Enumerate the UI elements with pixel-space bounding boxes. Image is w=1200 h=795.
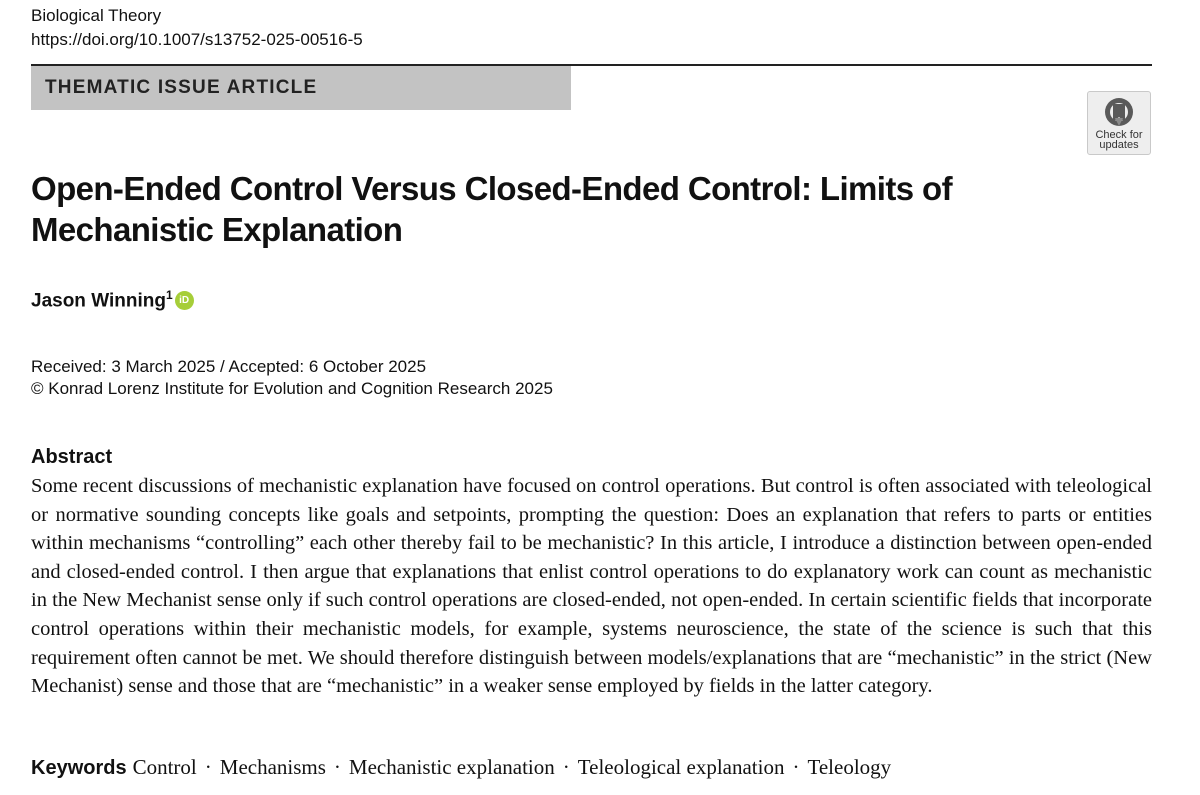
- check-for-updates-button[interactable]: [1087, 91, 1151, 155]
- keyword-item[interactable]: Control: [132, 755, 197, 779]
- crossmark-label: Check for updates: [1095, 129, 1143, 151]
- keyword-separator: ·: [792, 755, 800, 779]
- keywords-label: Keywords: [31, 757, 127, 779]
- doi-link[interactable]: https://doi.org/10.1007/s13752-025-00516-5: [31, 30, 363, 49]
- author-name[interactable]: Jason Winning: [31, 290, 166, 312]
- keyword-item[interactable]: Teleological explanation: [577, 755, 785, 779]
- abstract-text: Some recent discussions of mechanistic explanation have focused on control operations. But control is often associated with teleological or normative sounding concepts like goals and setpoints, prompting the question: Does an explanation that refers to parts or entities within mechanisms “controlling” each other thereby fail to be mechanistic? In this article, I introduce a distinction between open-ended and closed-ended control. I then argue that explanations that enlist control operations to do explanatory work can count as mechanistic in the New Mechanist sense only if such control operations are closed-ended, not open-ended. In certain scientific fields that incorporate control operations within their mechanistic models, for example, systems neuroscience, the state of the science is such that this requirement often cannot be met. We should therefore distinguish between models/explanations that are “mechanistic” in the strict (New Mechanist) sense and those that are “mechanistic” in a weaker sense employed by fields in the latter category.: [31, 475, 1152, 698]
- keywords-list: [133, 757, 892, 779]
- abstract-heading: Abstract: [31, 446, 113, 468]
- affiliation-marker: 1: [165, 288, 173, 302]
- keyword-item[interactable]: Mechanistic explanation: [348, 755, 555, 779]
- orcid-icon[interactable]: iD: [175, 291, 194, 310]
- copyright-notice: © Konrad Lorenz Institute for Evolution and Cognition Research 2025: [31, 379, 553, 398]
- article-title: Open-Ended Control Versus Closed-Ended Control: Limits of Mechanistic Explanation: [31, 170, 952, 248]
- crossmark-icon: [1103, 96, 1135, 130]
- author-line: [31, 288, 194, 312]
- journal-name: Biological Theory: [31, 6, 162, 25]
- keyword-item[interactable]: Teleology: [807, 755, 892, 779]
- keyword-separator: ·: [204, 755, 212, 779]
- article-dates: Received: 3 March 2025 / Accepted: 6 October 2025: [31, 357, 427, 376]
- keyword-item[interactable]: Mechanisms: [219, 755, 326, 779]
- section-banner: [31, 66, 571, 110]
- keyword-separator: ·: [333, 755, 341, 779]
- section-label: THEMATIC ISSUE ARTICLE: [45, 77, 318, 98]
- keywords-line: [31, 755, 891, 780]
- keyword-separator: ·: [562, 755, 570, 779]
